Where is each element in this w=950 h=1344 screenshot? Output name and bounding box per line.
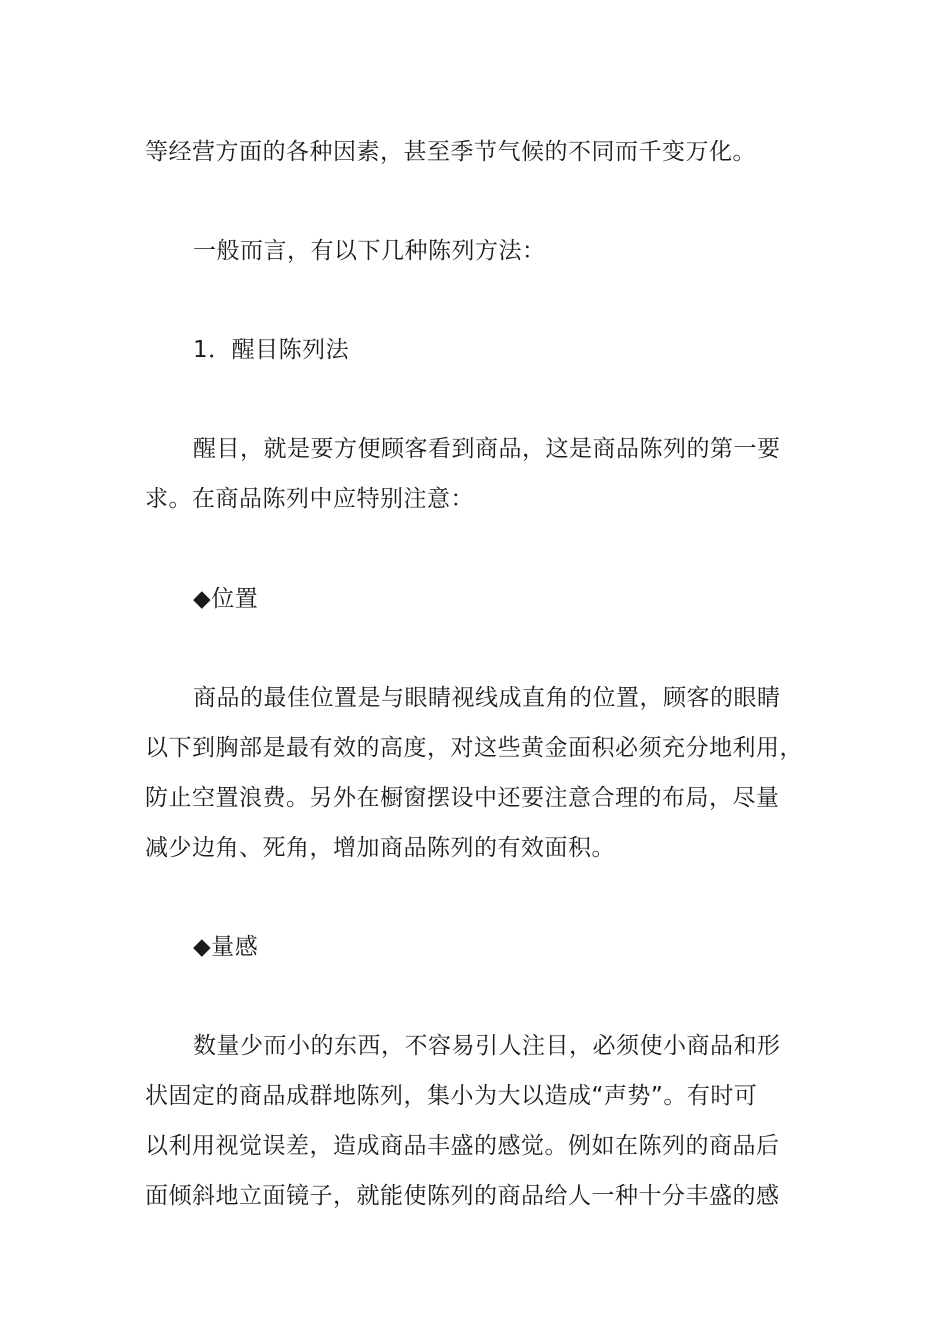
text-line: 减少边角、死角，增加商品陈列的有效面积。 (145, 835, 615, 861)
text-line: 以利用视觉误差，造成商品丰盛的感觉。例如在陈列的商品后 (145, 1133, 780, 1159)
text-line: 求。在商品陈列中应特别注意： (145, 486, 474, 512)
text-line: 面倾斜地立面镜子，就能使陈列的商品给人一种十分丰盛的感 (145, 1183, 780, 1209)
section-heading: 1．醒目陈列法 (193, 337, 350, 363)
text-line: 醒目，就是要方便顾客看到商品，这是商品陈列的第一要 (193, 436, 781, 462)
text-line: 等经营方面的各种因素，甚至季节气候的不同而千变万化。 (145, 139, 756, 165)
text-line: 商品的最佳位置是与眼睛视线成直角的位置，顾客的眼睛 (193, 685, 781, 711)
text-line: 状固定的商品成群地陈列，集小为大以造成“声势”。有时可 (145, 1083, 758, 1109)
text-line: 数量少而小的东西，不容易引人注目，必须使小商品和形 (193, 1033, 781, 1059)
text-line: 以下到胸部是最有效的高度，对这些黄金面积必须充分地利用， (145, 735, 803, 761)
subsection-heading: ◆位置 (193, 586, 259, 612)
text-line: 防止空置浪费。另外在橱窗摆设中还要注意合理的布局，尽量 (145, 785, 780, 811)
text-line: 一般而言，有以下几种陈列方法： (193, 238, 546, 264)
subsection-heading: ◆量感 (193, 934, 259, 960)
